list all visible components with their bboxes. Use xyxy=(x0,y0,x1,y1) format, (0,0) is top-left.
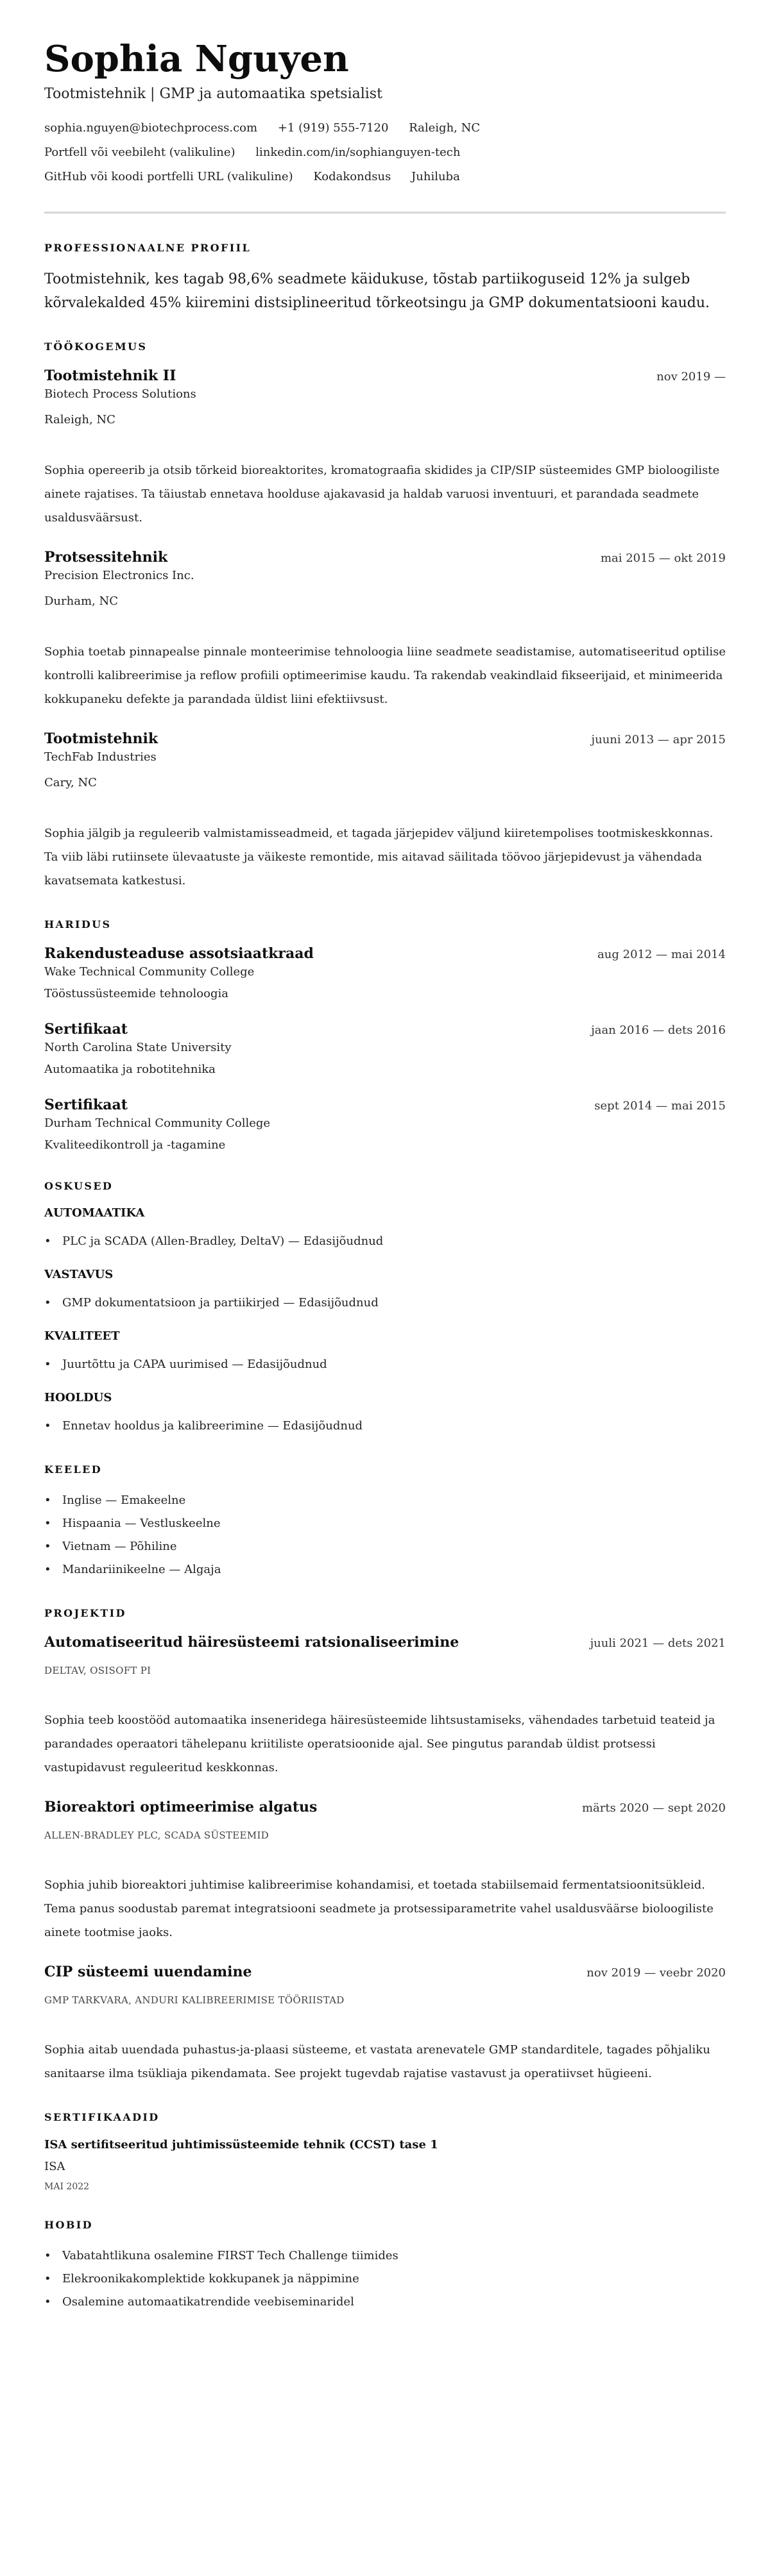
degree-title: Sertifikaat xyxy=(44,1097,128,1113)
skill-item: • PLC ja SCADA (Allen-Bradley, DeltaV) — Edasijõudnud xyxy=(44,1230,726,1253)
job-description: Sophia jälgib ja reguleerib valmistamisseadmeid, et tagada järjepidev väljund kiiretempolises tootmiskeskkonnas. Ta viib läbi rutiinsete ülevaatuste ja väikeste remontide, mis aitavad säilitada töövoo järjepidevust ja vähendada kavatsemata katkestusi. xyxy=(44,827,714,888)
contact-row-3 xyxy=(44,169,726,185)
language-item: • Vietnam — Põhiline xyxy=(44,1535,726,1558)
contact-row-2 xyxy=(44,145,726,160)
job-title: Tootmistehnik xyxy=(44,730,158,747)
skill-list xyxy=(44,1353,726,1376)
education-item-header xyxy=(44,1095,726,1115)
hobby-list xyxy=(44,2244,726,2314)
project-tech: DELTAV, OSISOFT PI xyxy=(44,1665,151,1676)
contact-drivers-license: Juhiluba xyxy=(411,170,460,183)
project-date: märts 2020 — sept 2020 xyxy=(581,1801,726,1815)
project-title: Bioreaktori optimeerimise algatus xyxy=(44,1799,318,1815)
certification-name: ISA sertifitseeritud juhtimissüsteemide tehnik (CCST) tase 1 xyxy=(44,2138,438,2151)
project-item xyxy=(44,1633,726,1780)
degree-title: Rakendusteaduse assotsiaatkraad xyxy=(44,945,314,962)
section-title-certifications: SERTIFIKAADID xyxy=(44,2111,160,2123)
resume-header xyxy=(44,37,726,185)
field-of-study: Kvaliteedikontroll ja -tagamine xyxy=(44,1138,226,1152)
project-description: Sophia aitab uuendada puhastus-ja-plaasi süsteeme, et vastata arenevatele GMP standarditele, tagades põhjaliku sanitaarse ilma tsükliaja pikendamata. See projekt tugevdab rajatise vastavust ja operatiivset hügieeni. xyxy=(44,2043,710,2080)
skill-group-title: HOOLDUS xyxy=(44,1391,112,1404)
project-item-header xyxy=(44,1797,726,1817)
skill-group-automation xyxy=(44,1206,726,1253)
project-tech: ALLEN-BRADLEY PLC, SCADA SÜSTEEMID xyxy=(44,1830,270,1841)
job-description: Sophia toetab pinnapealse pinnale monteerimise tehnoloogia liine seadmete seadistamise, automatiseeritud optilise kontrolli kalibreerimise ja reflow profiili optimeerimise kaudu. Ta rakendab veakindlaid fikseerijaid, et minimeerida kokkupaneku defekte ja parandada üldist liini efektiivsust. xyxy=(44,645,726,706)
language-item: • Inglise — Emakeelne xyxy=(44,1489,726,1512)
contact-row-1 xyxy=(44,121,726,136)
skills-section xyxy=(44,1180,726,1438)
header-divider xyxy=(44,212,726,214)
section-title-profile: PROFESSIONAALNE PROFIIL xyxy=(44,242,252,254)
experience-item-header xyxy=(44,548,726,567)
project-item xyxy=(44,1962,726,2085)
project-item-header xyxy=(44,1633,726,1652)
skill-group-title: VASTAVUS xyxy=(44,1268,114,1281)
profile-section xyxy=(44,242,726,315)
education-item-header xyxy=(44,1020,726,1039)
hobby-item: • Vabatahtlikuna osalemine FIRST Tech Challenge tiimides xyxy=(44,2244,726,2268)
experience-section xyxy=(44,341,726,893)
language-item: • Hispaania — Vestluskeelne xyxy=(44,1512,726,1535)
skill-group-title: AUTOMAATIKA xyxy=(44,1206,145,1220)
project-title: CIP süsteemi uuendamine xyxy=(44,1964,252,1980)
profile-summary: Tootmistehnik, kes tagab 98,6% seadmete käidukuse, tõstab partiikoguseid 12% ja sulgeb kõrvalekalded 45% kiiremini distsiplineeritud tõrkeotsingu ja GMP dokumentatsiooni kaudu. xyxy=(44,271,710,311)
projects-section xyxy=(44,1607,726,2085)
project-description: Sophia juhib bioreaktori juhtimise kalibreerimise kohandamisi, et toetada stabiilsemaid fermentatsioonitsükleid. Tema panus soodustab paremat integratsiooni seadmete ja protsessiparametrite vahel usaldusväärse bioloogiliste ainete tootmise jaoks. xyxy=(44,1878,714,1939)
experience-item-header xyxy=(44,729,726,748)
section-title-skills: OSKUSED xyxy=(44,1180,114,1192)
certification-date: MAI 2022 xyxy=(44,2182,90,2192)
education-item xyxy=(44,1095,726,1154)
contact-phone[interactable]: +1 (919) 555-7120 xyxy=(277,121,389,135)
section-title-projects: PROJEKTID xyxy=(44,1607,126,1619)
project-date: nov 2019 — veebr 2020 xyxy=(586,1966,726,1980)
candidate-name: Sophia Nguyen xyxy=(44,38,349,80)
candidate-headline: Tootmistehnik | GMP ja automaatika spetsialist xyxy=(44,86,382,102)
job-date: mai 2015 — okt 2019 xyxy=(600,551,726,565)
education-date: jaan 2016 — dets 2016 xyxy=(591,1023,726,1037)
hobby-item: • Osalemine automaatikatrendide veebiseminaridel xyxy=(44,2291,726,2314)
experience-item xyxy=(44,548,726,711)
job-location: Cary, NC xyxy=(44,776,97,789)
skill-group-quality xyxy=(44,1329,726,1376)
experience-item-header xyxy=(44,366,726,385)
skill-group-maintenance xyxy=(44,1390,726,1438)
skill-group-compliance xyxy=(44,1267,726,1315)
contact-citizenship: Kodakondsus xyxy=(313,170,391,183)
school-name: Wake Technical Community College xyxy=(44,965,255,979)
project-title: Automatiseeritud häiresüsteemi ratsionaliseerimine xyxy=(44,1634,459,1651)
education-date: aug 2012 — mai 2014 xyxy=(597,948,726,961)
skill-item: • Juurtõttu ja CAPA uurimised — Edasijõudnud xyxy=(44,1353,726,1376)
hobby-item: • Elekroonikakomplektide kokkupanek ja näppimine xyxy=(44,2268,726,2291)
skill-list xyxy=(44,1292,726,1315)
contact-location: Raleigh, NC xyxy=(409,121,481,135)
hobbies-section xyxy=(44,2219,726,2314)
job-company: Biotech Process Solutions xyxy=(44,387,196,401)
certification-item xyxy=(44,2137,726,2193)
education-date: sept 2014 — mai 2015 xyxy=(594,1099,726,1113)
job-location: Durham, NC xyxy=(44,594,118,608)
job-title: Tootmistehnik II xyxy=(44,367,176,384)
experience-item xyxy=(44,729,726,893)
job-title: Protsessitehnik xyxy=(44,549,168,566)
skill-group-title: KVALITEET xyxy=(44,1329,120,1343)
contact-linkedin[interactable]: linkedin.com/in/sophianguyen-tech xyxy=(255,146,461,159)
contact-email[interactable]: sophia.nguyen@biotechprocess.com xyxy=(44,121,258,135)
section-title-education: HARIDUS xyxy=(44,918,112,930)
education-item-header xyxy=(44,944,726,963)
certification-issuer: ISA xyxy=(44,2160,65,2173)
skill-item: • Ennetav hooldus ja kalibreerimine — Edasijõudnud xyxy=(44,1415,726,1438)
section-title-languages: KEELED xyxy=(44,1463,103,1476)
experience-item xyxy=(44,366,726,530)
education-item xyxy=(44,1020,726,1079)
field-of-study: Automaatika ja robotitehnika xyxy=(44,1063,216,1076)
languages-section xyxy=(44,1463,726,1581)
job-location: Raleigh, NC xyxy=(44,413,116,426)
project-tech: GMP TARKVARA, ANDURI KALIBREERIMISE TÖÖRIISTAD xyxy=(44,1994,345,2006)
job-company: TechFab Industries xyxy=(44,750,157,764)
section-title-experience: TÖÖKOGEMUS xyxy=(44,341,148,353)
language-item: • Mandariinikeelne — Algaja xyxy=(44,1558,726,1581)
degree-title: Sertifikaat xyxy=(44,1021,128,1038)
project-item-header xyxy=(44,1962,726,1982)
project-item xyxy=(44,1797,726,1944)
section-title-hobbies: HOBID xyxy=(44,2219,93,2231)
job-date: nov 2019 — xyxy=(656,370,726,383)
contact-github[interactable]: GitHub või koodi portfelli URL (valikuline) xyxy=(44,170,293,183)
field-of-study: Tööstussüsteemide tehnoloogia xyxy=(44,987,228,1000)
project-date: juuli 2021 — dets 2021 xyxy=(590,1637,726,1650)
job-date: juuni 2013 — apr 2015 xyxy=(591,733,726,746)
school-name: North Carolina State University xyxy=(44,1041,232,1054)
project-description: Sophia teeb koostööd automaatika inseneridega häiresüsteemide lihtsustamiseks, vähendades tarbetuid teateid ja parandades operaatori tähelepanu kriitiliste operatsioonide ajal. See pingutus parandab üldist protsessi vastupidavust reguleeritud keskkonnas. xyxy=(44,1713,715,1774)
skill-item: • GMP dokumentatsioon ja partiikirjed — Edasijõudnud xyxy=(44,1292,726,1315)
language-list xyxy=(44,1489,726,1581)
certifications-section xyxy=(44,2111,726,2193)
contact-portfolio[interactable]: Portfell või veebileht (valikuline) xyxy=(44,146,235,159)
job-company: Precision Electronics Inc. xyxy=(44,569,194,582)
education-section xyxy=(44,918,726,1154)
job-description: Sophia opereerib ja otsib tõrkeid bioreaktorites, kromatograafia skidides ja CIP/SIP süsteemides GMP bioloogiliste ainete rajatises. Ta täiustab ennetava hoolduse ajakavasid ja haldab varuosi inventuuri, et parandada seadmete usaldusväärsust. xyxy=(44,464,720,525)
school-name: Durham Technical Community College xyxy=(44,1116,271,1130)
skill-list xyxy=(44,1230,726,1253)
education-item xyxy=(44,944,726,1003)
skill-list xyxy=(44,1415,726,1438)
